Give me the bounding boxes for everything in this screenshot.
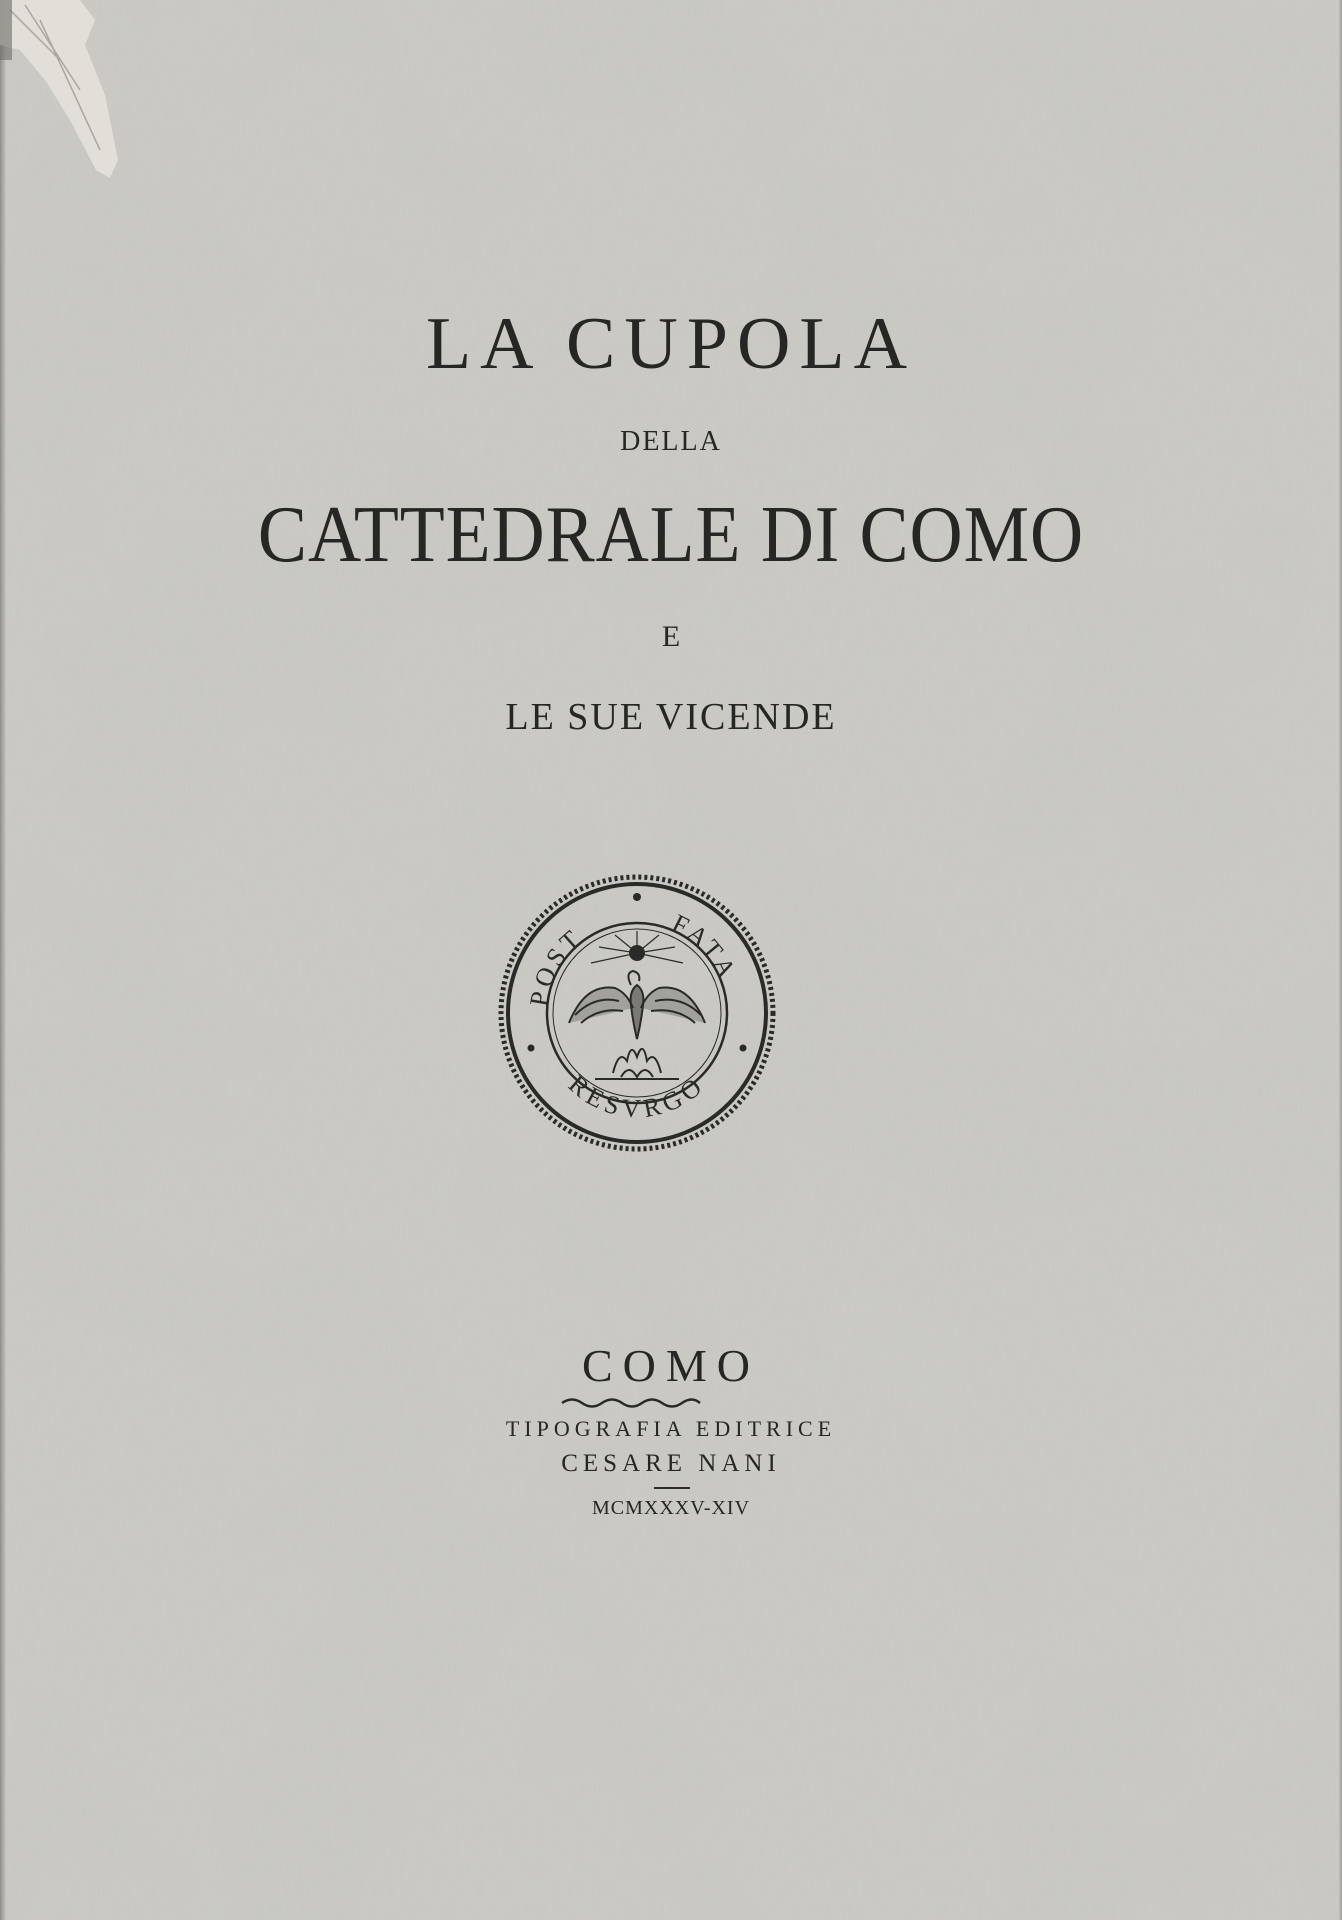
svg-text:FATA (668, 908, 744, 985)
imprint-publisher-line-1: TIPOGRAFIA EDITRICE (505, 1416, 837, 1441)
title-line-4: E (661, 620, 681, 653)
phoenix-rising-from-flames-icon (569, 931, 705, 1079)
title-line-2: DELLA (620, 426, 722, 457)
imprint-divider (654, 1487, 690, 1489)
title-line-1: LA CUPOLA (425, 303, 917, 385)
phoenix-seal (495, 873, 779, 1153)
imprint-publisher-line-2: CESARE NANI (561, 1450, 781, 1477)
torn-tape-icon (0, 0, 140, 200)
imprint-place: COMO (581, 1340, 761, 1391)
title-line-3: CATTEDRALE DI COMO (257, 491, 1085, 579)
imprint-year: MCMXXXV-XIV (591, 1497, 751, 1519)
ornamental-wave-divider (560, 1396, 702, 1410)
cover-right-edge (1338, 0, 1342, 1920)
seal-motto-left: POST (524, 922, 589, 1009)
seal-motto-bottom: RESVRGO (563, 1069, 711, 1124)
title-line-5: LE SUE VICENDE (505, 696, 837, 738)
seal-motto-right: FATA (667, 908, 744, 986)
cover-left-edge (0, 0, 6, 1920)
